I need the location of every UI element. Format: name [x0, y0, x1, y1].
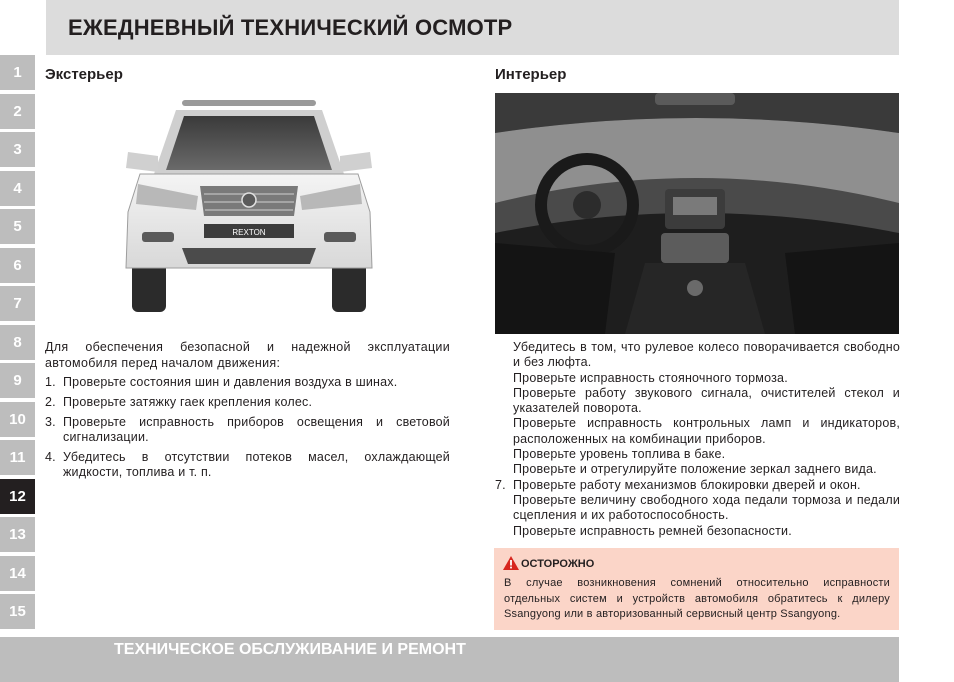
exterior-item: [45, 375, 450, 390]
chapter-tab-1[interactable]: 1: [0, 55, 35, 90]
page-title: ЕЖЕДНЕВНЫЙ ТЕХНИЧЕСКИЙ ОСМОТР: [68, 14, 513, 40]
exterior-item: [45, 450, 450, 480]
item-text: Проверьте уровень топлива в баке.: [513, 447, 726, 462]
interior-item: [495, 462, 900, 477]
chapter-tab-11[interactable]: 11: [0, 440, 35, 475]
interior-item: [495, 386, 900, 417]
chapter-tab-5[interactable]: 5: [0, 209, 35, 244]
item-text: Убедитесь в том, что рулевое колесо поворачивается свободно и без люфта.: [513, 340, 900, 370]
warning-box: [494, 548, 899, 630]
item-number: 2.: [45, 395, 56, 409]
item-number: 3.: [45, 415, 56, 429]
interior-item: [495, 478, 900, 493]
interior-item: [495, 524, 900, 539]
interior-item: [495, 416, 900, 447]
item-text: Проверьте исправность приборов освещения и световой сигнализации.: [63, 415, 450, 444]
item-text: Проверьте и отрегулируйте положение зеркал заднего вида.: [513, 462, 877, 477]
interior-checklist: [495, 340, 900, 539]
interior-item: [495, 447, 900, 462]
section-title: ТЕХНИЧЕСКОЕ ОБСЛУЖИВАНИЕ И РЕМОНТ: [114, 641, 466, 658]
page-header: [46, 0, 899, 55]
chapter-tab-12[interactable]: 12: [0, 479, 35, 514]
car-exterior-image: [118, 92, 380, 320]
exterior-intro: Для обеспечения безопасной и надежной эксплуатации автомобиля перед началом движения:: [45, 340, 450, 370]
item-text: Проверьте исправность контрольных ламп и индикаторов, расположенных на комбинации приборов.: [513, 416, 900, 446]
item-text: Проверьте работу механизмов блокировки дверей и окон.: [513, 477, 861, 492]
warning-title: ОСТОРОЖНО: [521, 558, 595, 570]
chapter-tab-3[interactable]: 3: [0, 132, 35, 167]
chapter-tab-4[interactable]: 4: [0, 171, 35, 206]
chapter-tab-6[interactable]: 6: [0, 248, 35, 283]
chapter-tab-8[interactable]: 8: [0, 325, 35, 360]
warning-text: В случае возникновения сомнений относительно исправности отдельных систем и устройств автомобиля обратитесь к дилеру Ssangyong или в авторизованный сервисный центр Ssangyong.: [504, 577, 890, 620]
section-footer: [0, 637, 899, 682]
item-text: Проверьте работу звукового сигнала, очистителей стекол и указателей поворота.: [513, 385, 900, 416]
item-number: 1.: [45, 375, 56, 389]
exterior-item: [45, 415, 450, 445]
item-text: Проверьте величину свободного хода педали тормоза и педали сцепления и их работоспособность.: [513, 492, 900, 523]
car-badge-text: REXTON: [232, 228, 266, 237]
interior-item: [495, 371, 900, 386]
exterior-heading: Экстерьер: [45, 66, 123, 83]
interior-heading: Интерьер: [495, 66, 567, 83]
interior-item: [495, 340, 900, 371]
chapter-tab-7[interactable]: 7: [0, 286, 35, 321]
warning-icon: [503, 556, 519, 575]
item-text: Убедитесь в отсутствии потеков масел, охлаждающей жидкости, топлива и т. п.: [63, 450, 450, 479]
exterior-item: [45, 395, 450, 410]
chapter-tab-9[interactable]: 9: [0, 363, 35, 398]
chapter-tab-14[interactable]: 14: [0, 556, 35, 591]
car-interior-image: [495, 93, 899, 334]
chapter-tab-15[interactable]: 15: [0, 594, 35, 629]
chapter-tab-2[interactable]: 2: [0, 94, 35, 129]
item-number: 4.: [45, 450, 56, 464]
item-text: Проверьте затяжку гаек крепления колес.: [63, 395, 313, 409]
chapter-tab-10[interactable]: 10: [0, 402, 35, 437]
item-text: Проверьте состояния шин и давления воздуха в шинах.: [63, 375, 398, 389]
item-number: 7.: [495, 477, 506, 492]
item-text: Проверьте исправность стояночного тормоза.: [513, 370, 788, 385]
chapter-tab-13[interactable]: 13: [0, 517, 35, 552]
item-text: Проверьте исправность ремней безопасности.: [513, 523, 792, 538]
interior-item: [495, 493, 900, 524]
